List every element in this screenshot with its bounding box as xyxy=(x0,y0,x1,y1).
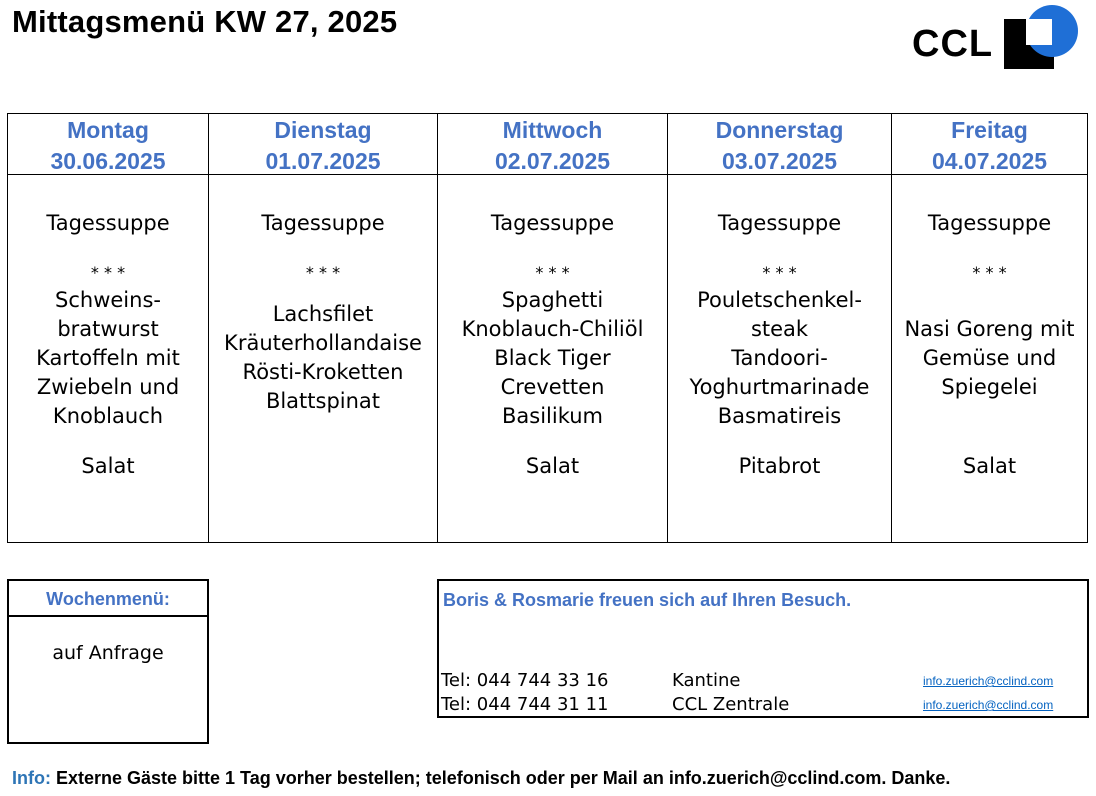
soup: Tagessuppe xyxy=(46,211,170,235)
main-line: Basmatireis xyxy=(717,403,842,428)
day-column-thursday xyxy=(668,114,892,542)
page-title: Mittagsmenü KW 27, 2025 xyxy=(12,4,398,39)
contact-label: CCL Zentrale xyxy=(672,694,790,715)
phone-number: Tel: 044 744 33 16 xyxy=(441,670,609,691)
main-line: Nasi Goreng mit xyxy=(904,316,1075,341)
soup: Tagessuppe xyxy=(927,211,1052,235)
main-dish xyxy=(892,315,1087,402)
main-line: Knoblauch xyxy=(52,403,164,428)
day-header xyxy=(8,114,208,175)
main-dish xyxy=(438,286,667,431)
soup: Tagessuppe xyxy=(717,211,842,235)
day-header xyxy=(668,114,891,175)
email-link[interactable]: info.zuerich@cclind.com xyxy=(923,698,1054,712)
weekly-menu-label: Wochenmenü: xyxy=(9,581,207,617)
day-date: 02.07.2025 xyxy=(494,148,611,174)
separator: * * * xyxy=(90,263,126,282)
main-line: Basilikum xyxy=(501,403,603,428)
side-dish: Salat xyxy=(81,454,135,478)
main-dish xyxy=(209,300,437,416)
main-line: Gemüse und xyxy=(922,345,1057,370)
ccl-logo xyxy=(912,3,1080,69)
main-line: Blattspinat xyxy=(265,389,381,413)
contact-row xyxy=(441,669,1081,693)
side-dish: Salat xyxy=(962,454,1017,478)
contact-box xyxy=(437,579,1089,718)
logo-text: CCL xyxy=(912,23,994,65)
footer-info xyxy=(12,768,950,789)
main-dish xyxy=(8,286,208,431)
separator: * * * xyxy=(535,263,570,282)
main-line: bratwurst xyxy=(57,316,159,341)
soup: Tagessuppe xyxy=(490,211,615,235)
main-line: Knoblauch-Chiliöl xyxy=(461,316,644,341)
main-line: steak xyxy=(750,316,809,341)
contact-label: Kantine xyxy=(672,670,741,691)
main-dish xyxy=(668,286,891,431)
day-name: Mittwoch xyxy=(502,117,603,143)
main-line: Kartoffeln mit xyxy=(36,345,180,370)
weekly-menu-box xyxy=(7,579,209,744)
day-column-wednesday xyxy=(438,114,668,542)
phone-number: Tel: 044 744 31 11 xyxy=(441,694,609,715)
side-dish: Salat xyxy=(525,454,580,478)
day-date: 30.06.2025 xyxy=(50,148,166,174)
day-date: 03.07.2025 xyxy=(721,148,838,174)
separator: * * * xyxy=(972,263,1007,282)
side-dish: Pitabrot xyxy=(738,454,821,478)
main-line: Spaghetti xyxy=(501,287,604,312)
main-line: Rösti-Kroketten xyxy=(242,360,404,384)
day-header xyxy=(209,114,437,175)
email-link[interactable]: info.zuerich@cclind.com xyxy=(923,674,1054,688)
contact-row xyxy=(441,693,1081,717)
main-line: Schweins- xyxy=(55,287,161,312)
main-line: Spiegelei xyxy=(941,374,1038,399)
day-column-tuesday xyxy=(209,114,438,542)
main-line: Yoghurtmarinade xyxy=(689,374,870,399)
logo-mark-icon xyxy=(1004,3,1084,69)
day-name: Donnerstag xyxy=(715,117,844,143)
main-line: Zwiebeln und xyxy=(36,374,180,399)
day-name: Montag xyxy=(67,117,149,143)
footer-text: Externe Gäste bitte 1 Tag vorher bestellen; telefonisch oder per Mail an info.zuerich@cclind.com. Danke. xyxy=(50,768,951,788)
separator: * * * xyxy=(305,263,341,282)
day-name: Freitag xyxy=(951,117,1028,143)
main-line: Tandoori- xyxy=(731,345,828,370)
greeting: Boris & Rosmarie freuen sich auf Ihren Besuch. xyxy=(443,590,852,610)
day-column-friday xyxy=(892,114,1087,542)
day-column-monday xyxy=(8,114,209,542)
main-line: Pouletschenkel- xyxy=(697,287,862,312)
separator: * * * xyxy=(762,263,797,282)
soup: Tagessuppe xyxy=(261,211,385,235)
footer-lead: Info: xyxy=(12,768,51,788)
main-line: Kräuterhollandaise xyxy=(224,331,422,355)
weekly-menu-value: auf Anfrage xyxy=(52,642,164,664)
day-name: Dienstag xyxy=(274,117,372,143)
day-date: 04.07.2025 xyxy=(931,148,1048,174)
main-line: Crevetten xyxy=(500,374,605,399)
day-date: 01.07.2025 xyxy=(265,148,381,174)
main-line: Black Tiger xyxy=(494,345,611,370)
menu-table xyxy=(7,113,1088,543)
day-header xyxy=(438,114,667,175)
main-line: Lachsfilet xyxy=(272,302,374,326)
day-header xyxy=(892,114,1087,175)
